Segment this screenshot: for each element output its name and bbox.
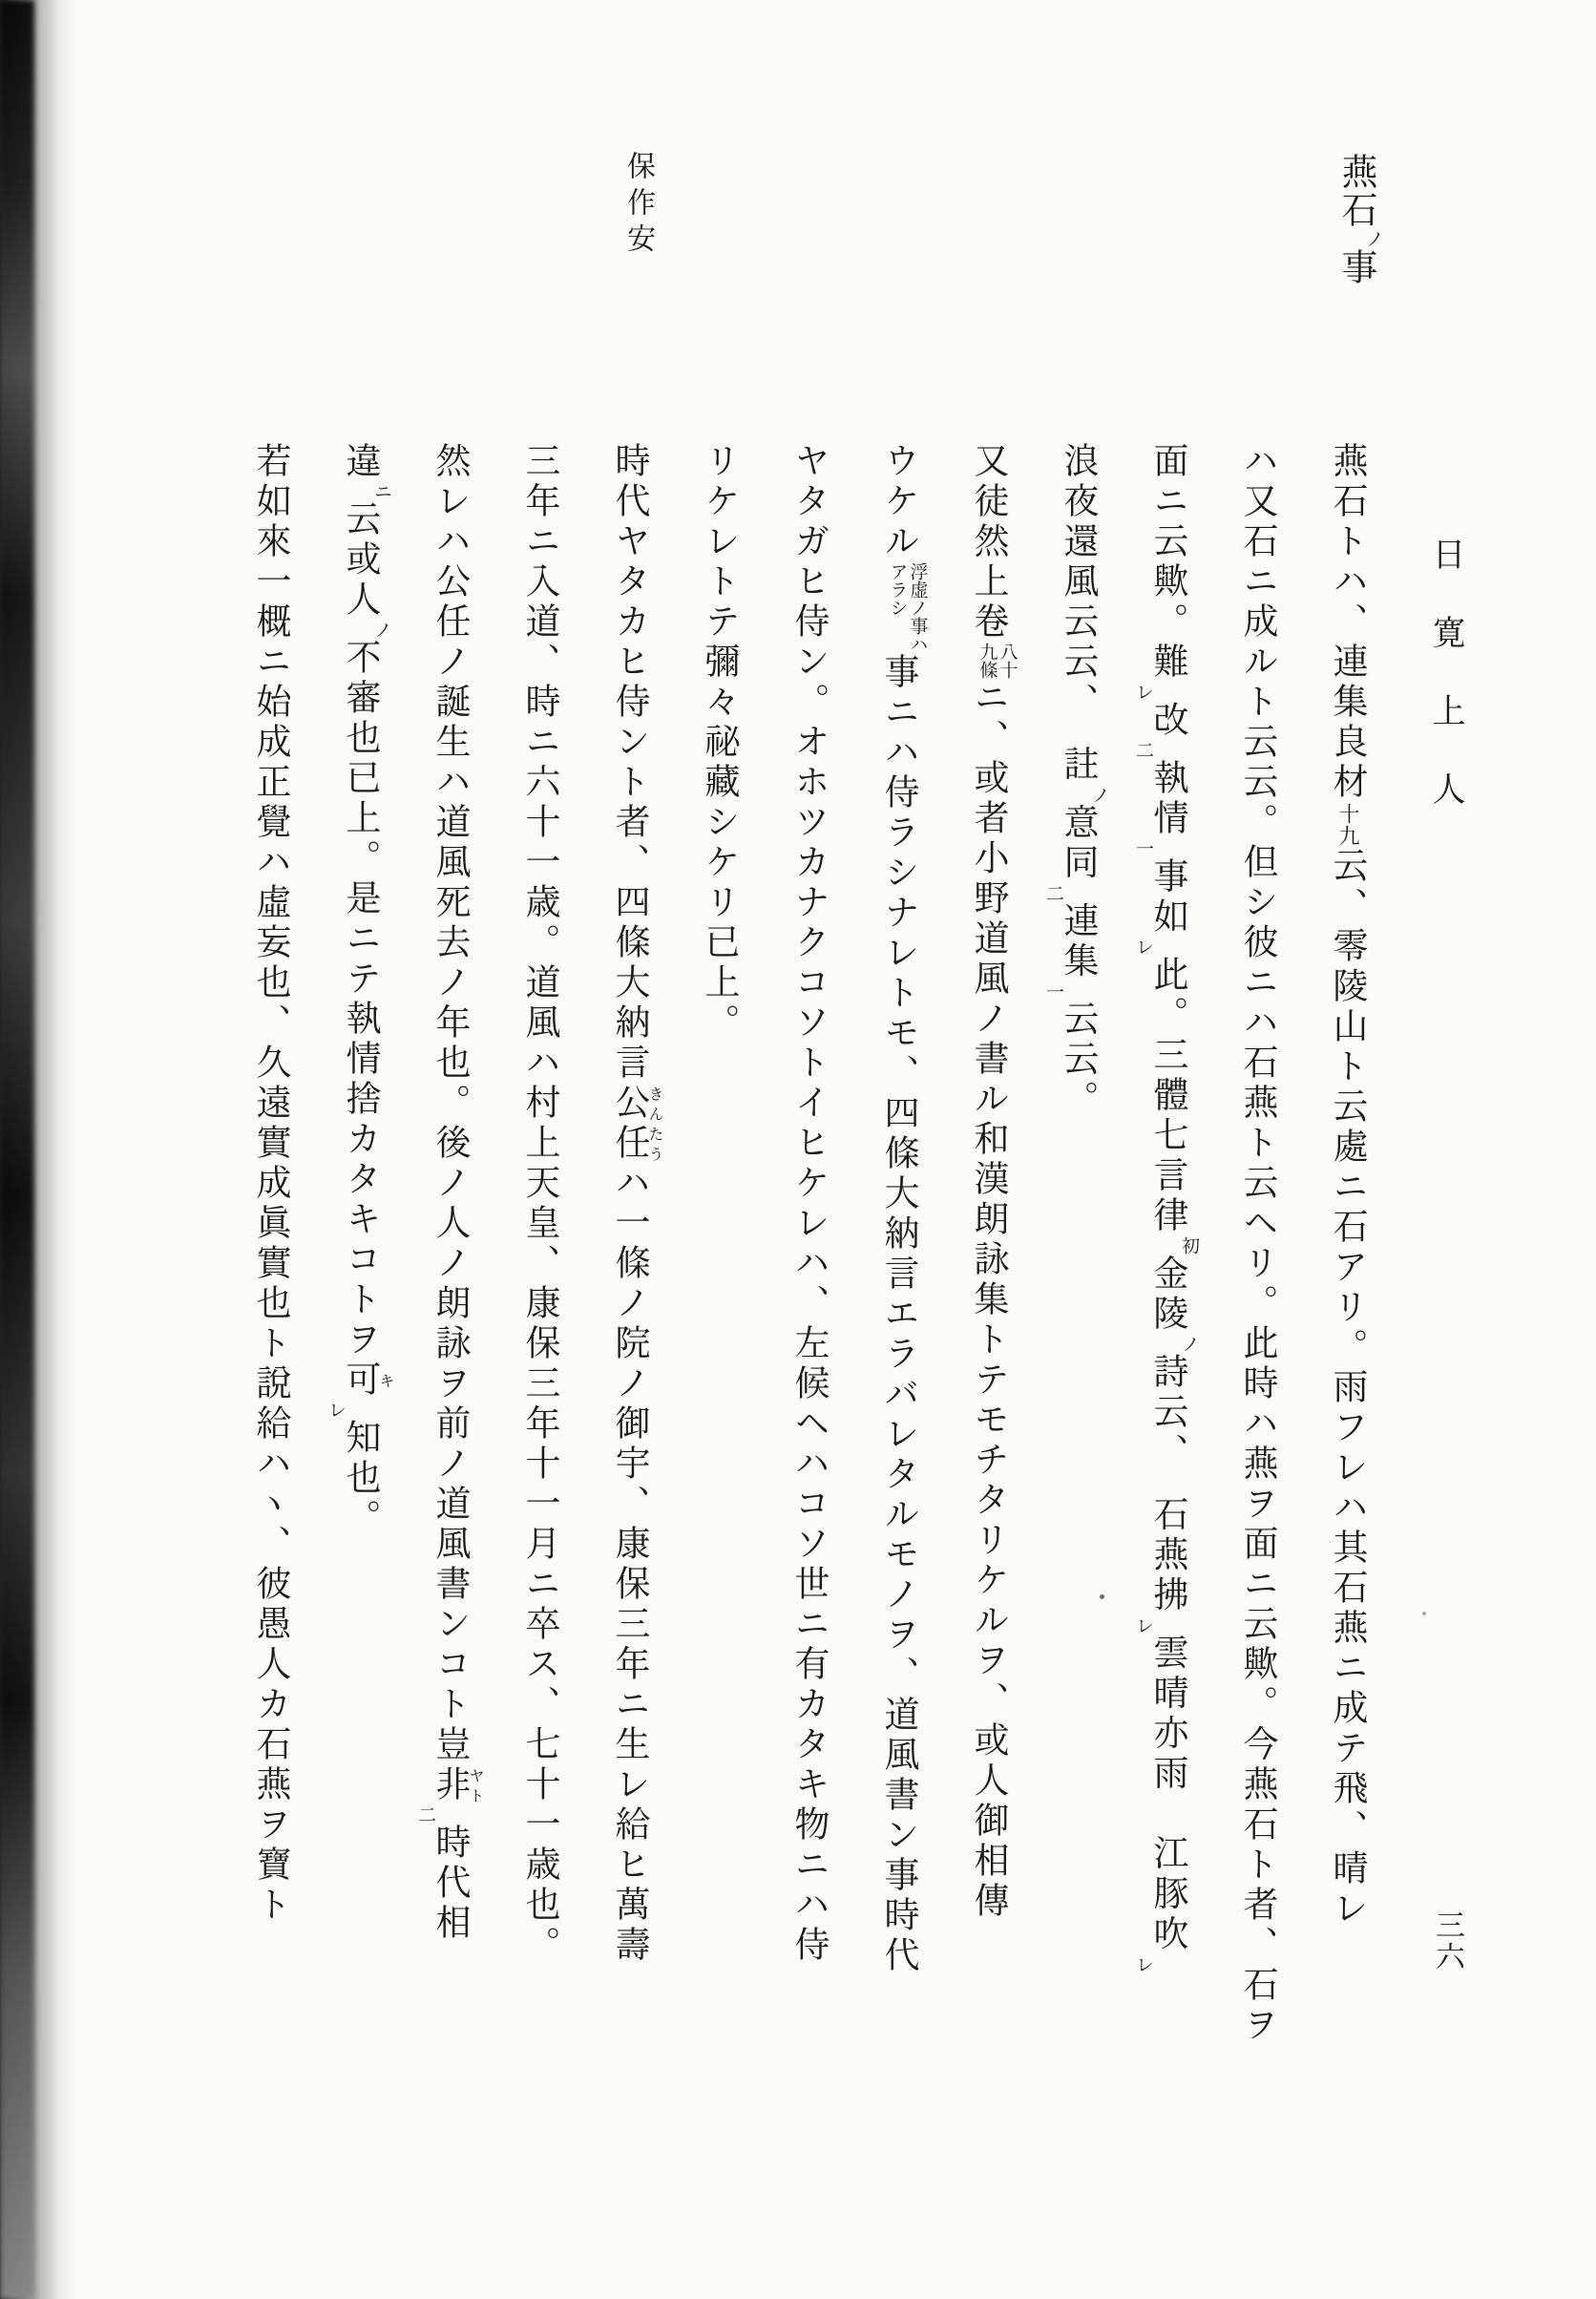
page-number: 三六 [1430, 1909, 1464, 1972]
small-inline-note: 十九 [1335, 803, 1359, 847]
kaeriten-mark: レ [326, 1401, 346, 1419]
okurigana-mark: 初 [1179, 1236, 1200, 1255]
binding-shadow-core [0, 0, 34, 2299]
kaeriten-mark: レ [1133, 938, 1154, 956]
okurigana-mark: ノ [1089, 785, 1110, 804]
warichu-sub-column: 八十 [997, 643, 1018, 679]
furigana-annotated-word: 可キ [340, 1360, 395, 1401]
text-column: 時代ヤタカヒ侍ント者、四條大納言公任きんたうハ一條ノ院ノ御宇、康保三年ニ生レ給ヒ萬壽 [609, 442, 664, 1966]
furigana-annotated-word: 公任きんたう [609, 1084, 664, 1164]
kaeriten-mark: レ [1133, 1615, 1154, 1635]
text-column: 燕石トハ、連集良材十九云、零陵山ト云處ニ石アリ。雨フレハ其石燕ニ成テ飛、晴レ [1327, 442, 1368, 1930]
text-column: 面ニ云歟。難レ改二執情一事如レ此。三體七言律初金陵ノ詩云、 石燕拂レ雲晴亦雨 江豚吹レ [1133, 442, 1200, 1973]
text-column: 浪夜還風云云、 註ノ意同二連集一云云。 [1043, 442, 1110, 1121]
okurigana-mark: ニ [371, 482, 392, 500]
kaeriten-mark: レ [1133, 683, 1154, 701]
furigana-annotated-word: 非ヤト [430, 1765, 485, 1805]
warichu-sub-column: 浮虚ノ事ハ [907, 562, 929, 653]
text-column: リケレトテ彌々祕藏シケリ已上。 [699, 442, 740, 1044]
kaeriten-mark: レ [1133, 1954, 1154, 1973]
text-column: 若如來一概ニ始成正覺ハ虛妄也、久遠實成眞實也ト說給ハヽ、彼愚人カ石燕ヲ寶ト [250, 442, 291, 1926]
kaeriten-mark: 一 [1133, 839, 1154, 857]
furigana-text: キ [377, 1360, 395, 1401]
text-column: ウケル 浮虚ノ事ハ アラシ 事ニハ侍ラシナレトモ、四條大納言エラバレタルモノヲ、道風書ン事時代 [878, 442, 929, 1976]
kaeriten-mark: 二 [1043, 883, 1064, 902]
furigana-text: きんたう [646, 1084, 664, 1164]
main-text-block [225, 442, 1392, 2071]
section-title-particle: ノ [1362, 229, 1385, 248]
warichu-note [888, 562, 928, 653]
warichu-note [977, 643, 1018, 679]
okurigana-mark: ノ [1179, 1335, 1200, 1353]
section-title-text: 燕石 [1335, 153, 1377, 229]
kaeriten-mark: 二 [1133, 741, 1154, 759]
scan-speck [1422, 1612, 1426, 1615]
running-head: 日寛上人 [1427, 537, 1465, 850]
binding-shadow [0, 0, 88, 2299]
warichu-sub-column: アラシ [887, 562, 909, 617]
furigana-text: ヤト [467, 1765, 485, 1805]
text-column: ヤタガヒ侍ン。オホツカナクコソトイヒケレハ、左候ヘハコソ世ニ有カタキ物ニハ侍 [788, 442, 830, 1966]
kaeriten-mark: 二 [415, 1805, 436, 1824]
margin-note: 保作安 [621, 151, 655, 260]
text-column: 三年ニ入道、時ニ六十一歳。道風ハ村上天皇、康保三年十一月ニ卒ス、七十一歳也。 [519, 442, 560, 1966]
text-column: ハ又石ニ成ルト云云。但シ彼ニハ石燕ト云ヘリ。此時ハ燕ヲ面ニ云歟。今燕石ト者、石ヲ [1237, 442, 1278, 2046]
section-title-text-end: 事 [1335, 248, 1377, 286]
warichu-sub-column: 九條 [976, 643, 998, 679]
text-column: 又徒然上卷 八十 九條 ニ、或者小野道風ノ書ル和漢朗詠集トテモチタリケルヲ、或人御相傳 [968, 442, 1018, 1922]
kaeriten-mark: 一 [1043, 981, 1064, 1001]
okurigana-mark: ノ [371, 621, 392, 639]
scan-speck [1100, 1594, 1104, 1599]
text-column: 然レハ公任ノ誕生ハ道風死去ノ年也。後ノ人ノ朗詠ヲ前ノ道風書ンコト豈非ヤト二時代相 [415, 442, 485, 1944]
text-column: 違ニ云或人ノ不審也已上。是ニテ執情捨カタキコトヲ可キレ知也。 [326, 442, 395, 1539]
section-title [1331, 153, 1383, 286]
